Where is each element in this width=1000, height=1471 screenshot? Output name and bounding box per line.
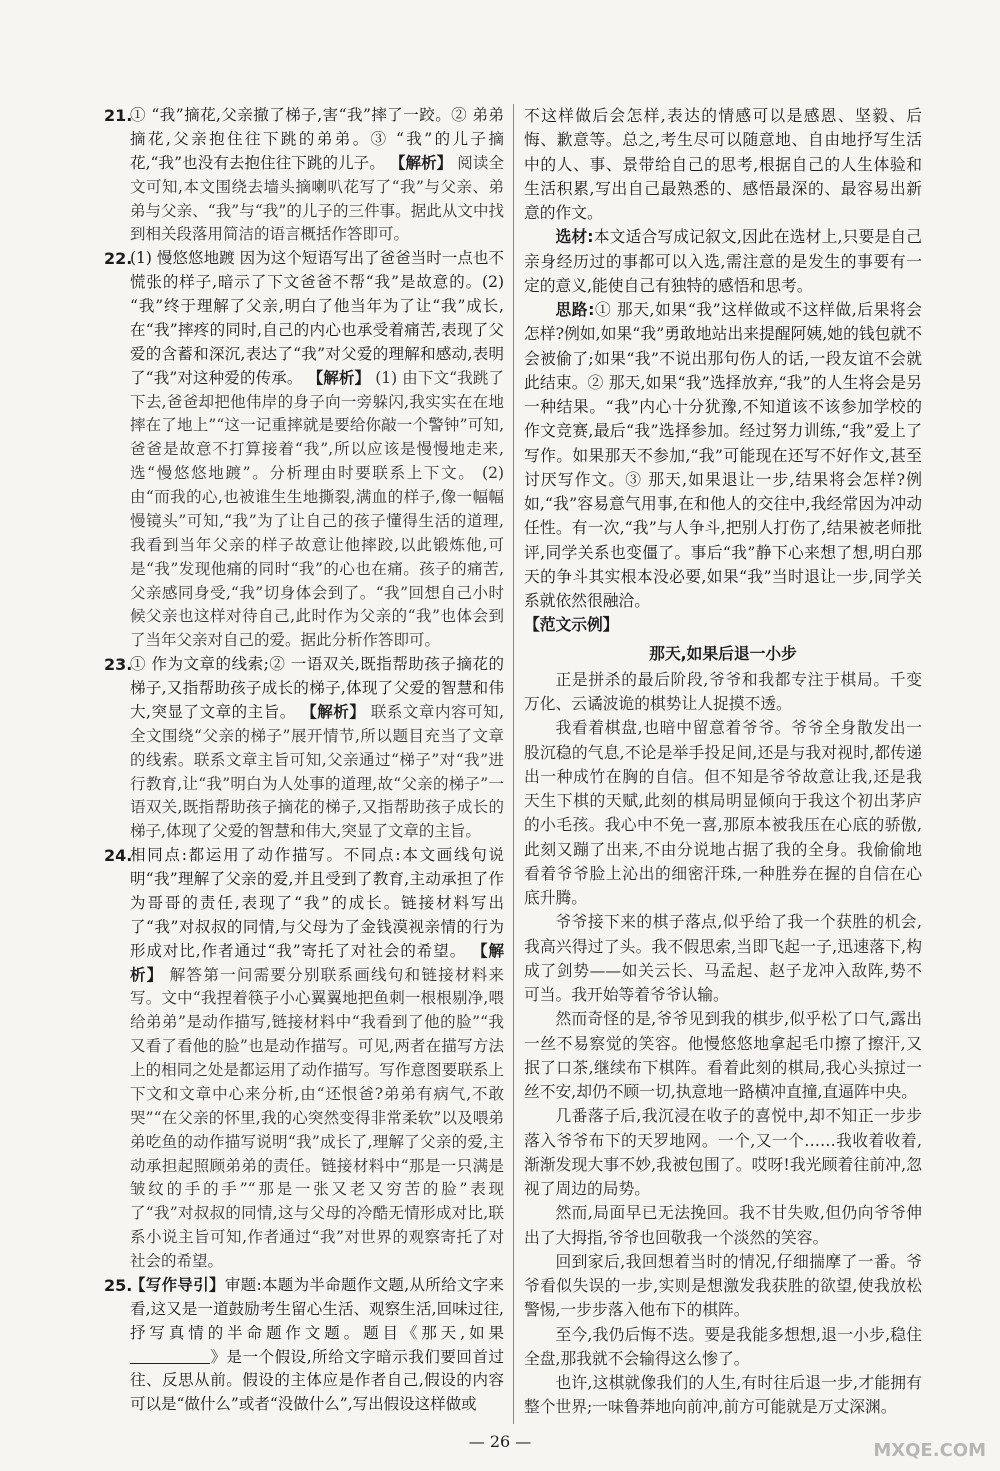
right-column <box>524 104 922 1420</box>
question-number: 22. <box>104 249 133 269</box>
essay-paragraph: 回到家后,我回想着当时的情况,仔细揣摩了一番。爷爷看似失误的一步,实则是想激发我获胜的欲望,使我放松警惕,一步步落入他布下的棋阵。 <box>524 1251 922 1320</box>
answer-text: ① “我”摘花,父亲撤了梯子,害“我”摔了一跤。② 弟弟摘花,父亲抱住往下跳的弟弟。③ “我”的儿子摘花,“我”也没有去抱住往下跳的儿子。 <box>130 106 504 172</box>
essay-paragraph: 几番落子后,我沉浸在收子的喜悦中,却不知正一步步落入爷爷布下的天罗地网。一个,又一个……我收着收着,渐渐发现大事不妙,我被包围了。哎呀!我光顾着往前冲,忽视了周边的局势。 <box>524 1106 922 1198</box>
material-label: 选材: <box>555 227 594 247</box>
answer-text: ① 作为文章的线索;② 一语双关,既指帮助孩子摘花的梯子,又指帮助孩子成长的梯子,体现了父爱的智慧和伟大,突显了文章的主旨。 <box>130 655 504 721</box>
analysis-text: 联系文章内容可知,全文围绕“父亲的梯子”展开情节,所以题目充当了文章的线索。联系文章主旨可知,父亲通过“梯子”对“我”进行教育,让“我”明白为人处事的道理,故“父亲的梯子”一语双关,既指帮助孩子摘花的梯子,又指帮助孩子成长的梯子,体现了父爱的智慧和伟大,突显了文章的主旨。 <box>130 702 504 841</box>
fill-blank <box>130 1347 210 1364</box>
answer-text: 相同点:都运用了动作描写。不同点:本文画线句说明“我”理解了父亲的爱,并且受到了教育,主动承担了作为哥哥的责任,表现了“我”的成长。链接材料写出了“我”对叔叔的同情,与父母为了金钱漠视亲情的行为形成对比,作者通过“我”寄托了对社会的希望。 <box>130 846 504 960</box>
thinking-text: ① 那天,如果“我”这样做或不这样做,后果将会怎样?例如,如果“我”勇敢地站出来提醒阿姨,她的钱包就不会被偷了;如果“我”不说出那句伤人的话,一段友谊不会就此结束。② 那天,如果“我”选择放弃,“我”的人生将会是另一种结果。“我”内心十分犹豫,不知道该不该参加学校的作文竞赛,最后“我”选择参加。经过努力训练,“我”爱上了写作。如果那天不参加,“我”可能现在还写不好作文,甚至讨厌写作文。③ 那天,如果退让一步,结果将会怎样?例如,“我”容易意气用事,在和他人的交往中,我经常因为冲动任性。有一次,“我”与人争斗,把别人打伤了,结果被老师批评,同学关系也变僵了。事后“我”静下心来想了想,明白那天的争斗其实根本没必要,如果“我”当时退让一步,同学关系就依然很融洽。 <box>524 300 922 610</box>
review-text-b: 》是一个假设,所给文字暗示我们要回首过往、反思从前。假设的主体应是作者自己,假设的内容可以是“做什么”或者“没做什么”,写出假设这样做或 <box>130 1347 504 1414</box>
writing-guide-continued: 不这样做后会怎样,表达的情感可以是感恩、坚毅、后悔、歉意等。总之,考生尽可以随意地、自由地抒写生活中的人、事、景带给自己的思考,根据自己的人生体验和生活积累,写出自己最熟悉的、感悟最深的、最容易出新意的作文。 <box>524 106 922 222</box>
essay-paragraph: 正是拼杀的最后阶段,爷爷和我都专注于棋局。千变万化、云谲波诡的棋势让人捉摸不透。 <box>524 669 922 713</box>
question-23 <box>104 653 504 844</box>
question-number: 25. <box>104 1275 133 1295</box>
analysis-tag: 【解析】 <box>307 368 371 387</box>
left-column <box>104 104 504 1417</box>
essay-paragraph: 然而奇怪的是,爷爷见到我的棋步,似乎松了口气,露出一丝不易察觉的笑容。他慢悠悠地拿起毛巾擦了擦汗,又抿了口茶,继续布下棋阵。看着此刻的棋局,我心头掠过一丝不安,却仍不顾一切,执意地一路横冲直撞,直逼阵中央。 <box>524 1009 922 1101</box>
essay-body <box>524 668 922 1420</box>
review-text-a: 审题:本题为半命题作文题,从所给文字来看,这又是一道鼓励考生留心生活、观察生活,回味过往,抒写真情的半命题作文题。题目《那天,如果 <box>130 1275 504 1342</box>
material-text: 本文适合写成记叙文,因此在选材上,只要是自己亲身经历过的事都可以入选,需注意的是发生的事要有一定的意义,能使自己有独特的感悟和思考。 <box>524 227 922 295</box>
essay-title: 那天,如果后退一小步 <box>649 643 797 663</box>
sample-essay-label: 【范文示例】 <box>524 615 619 635</box>
question-22 <box>104 247 504 653</box>
answer-text: (1) 慢悠悠地踱 因为这个短语写出了爸爸当时一点也不慌张的样子,暗示了下文爸爸不帮“我”是故意的。(2) “我”终于理解了父亲,明白了他当年为了让“我”成长,在“我”摔疼的同时,自己的内心也承受着痛苦,表现了父爱的含蓄和深沉,表达了“我”对父爱的理解和感动,表明了“我”对这种爱的传承。 <box>130 249 504 387</box>
analysis-text: 阅读全文可知,本文围绕去墙头摘喇叭花写了“我”与父亲、弟弟与父亲、“我”与“我”的儿子的三件事。据此从文中找到相关段落用简洁的语言概括作答即可。 <box>130 153 504 244</box>
analysis-text: 解答第一问需要分别联系画线句和链接材料来写。文中“我捏着筷子小心翼翼地把鱼刺一根根剔净,喂给弟弟”是动作描写,链接材料中“我看到了他的脸”“我又看了看他的脸”也是动作描写。可见,两者在描写方法上的相同之处是都运用了动作描写。写作意图要联系上下文和文章中心来分析,由“还恨爸?弟弟有病气,不敢哭”“在父亲的怀里,我的心突然变得非常柔软”以及喂弟弟吃鱼的动作描写说明“我”成长了,理解了父亲的爱,主动承担起照顾弟弟的责任。链接材料中“那是一只满是皱纹的手的手”“那是一张又老又穷苦的脸”表现了“我”对叔叔的同情,这与父母的冷酷无情形成对比,联系小说主旨可知,作者通过“我”对世界的观察寄托了对社会的希望。 <box>130 965 504 1270</box>
essay-paragraph: 也许,这棋就像我们的人生,有时往后退一步,才能拥有整个世界;一味鲁莽地向前冲,前方可能就是万丈深渊。 <box>524 1373 922 1417</box>
question-number: 21. <box>104 106 133 125</box>
analysis-text: (1) 由下文“我跳了下去,爸爸却把他伟岸的身子向一旁躲闪,我实实在在地摔在了地上”“这一记重摔就是要给你敲一个警钟”可知,爸爸是故意不打算接着“我”,所以应该是慢慢地走来,选“慢悠悠地踱”。分析理由时要联系上下文。 (2) 由“而我的心,也被谁生生地撕裂,满血的样子,像一幅幅慢镜头”可知,“我”为了让自己的孩子懂得生活的道理,我看到当年父亲的样子故意让他摔跤,以此锻炼他,可是“我”发现他痛的同时“我”的心也在痛。孩子的痛苦,父亲感同身受,“我”切身体会到了。“我”回想自己小时候父亲也这样对待自己,此时作为父亲的“我”也体会到了当年父亲对自己的爱。据此分析作答即可。 <box>130 368 504 650</box>
question-number: 24. <box>104 846 133 866</box>
site-watermark: MXQE.COM <box>873 1440 986 1461</box>
question-number: 23. <box>104 655 133 675</box>
essay-paragraph: 然而,局面早已无法挽回。我不甘失败,但仍向爷爷伸出了大拇指,爷爷也回敬我一个淡然的笑容。 <box>524 1203 922 1247</box>
material-selection <box>524 225 922 298</box>
essay-paragraph: 我看着棋盘,也暗中留意着爷爷。爷爷全身散发出一股沉稳的气息,不论是举手投足间,还是与我对视时,都传递出一种成竹在胸的自信。但不知是爷爷故意让我,还是我天生下棋的天赋,此刻的棋局明显倾向于我这个初出茅庐的小毛孩。我心中不免一喜,那原本被我压在心底的骄傲,此刻又蹦了出来,不由分说地占据了我的全身。我偷偷地看着爷爷脸上沁出的细密汗珠,一种胜券在握的自信在心底升腾。 <box>524 718 922 907</box>
essay-paragraph: 爷爷接下来的棋子落点,似乎给了我一个获胜的机会,我高兴得过了头。我不假思索,当即飞起一子,迅速落下,构成了剑势——如关云长、马孟起、赵子龙冲入敌阵,势不可当。我开始等着爷爷认输。 <box>524 912 922 1004</box>
question-25 <box>104 1274 504 1417</box>
page-number: — 26 — <box>468 1432 532 1451</box>
thinking-approach <box>524 298 922 613</box>
essay-paragraph: 至今,我仍后悔不迭。要是我能多想想,退一小步,稳住全盘,那我就不会输得这么惨了。 <box>524 1324 922 1368</box>
analysis-tag: 【解析】 <box>389 153 453 172</box>
analysis-tag: 【解析】 <box>130 941 504 984</box>
analysis-tag: 【解析】 <box>301 702 366 721</box>
question-24 <box>104 844 504 1274</box>
writing-guide-tag: 【写作导引】 <box>130 1275 225 1294</box>
question-21 <box>104 104 504 247</box>
column-divider <box>513 104 514 1424</box>
thinking-label: 思路: <box>555 300 595 319</box>
